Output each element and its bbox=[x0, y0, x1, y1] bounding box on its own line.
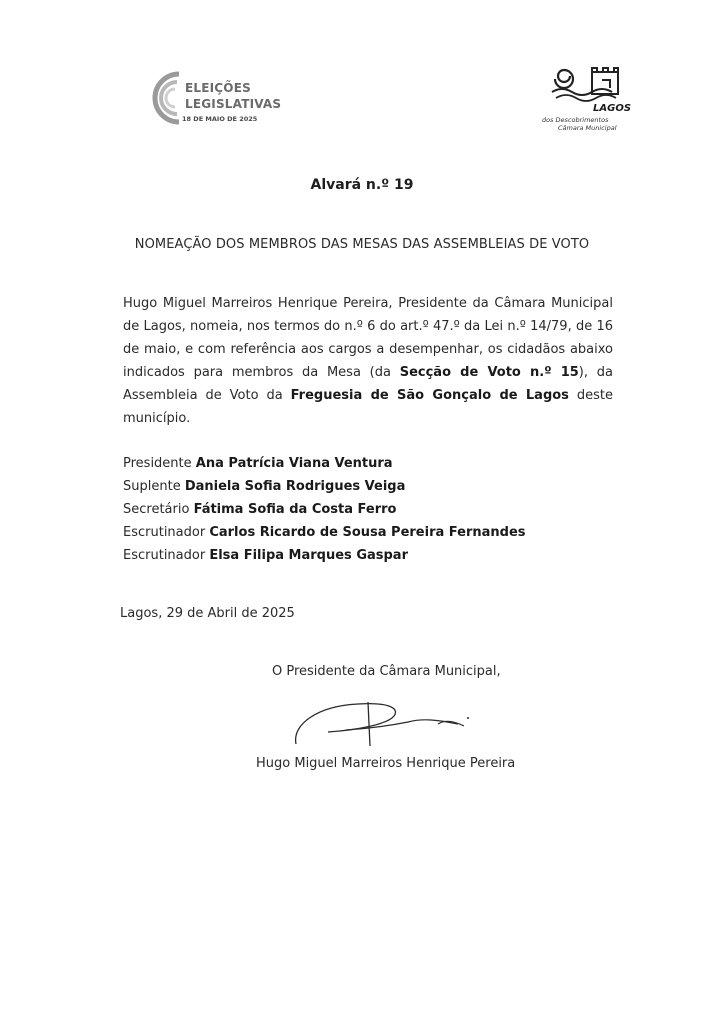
handwritten-signature bbox=[288, 694, 488, 754]
paragraph-text-3: deste município. bbox=[123, 388, 613, 426]
document-subject: NOMEAÇÃO DOS MEMBROS DAS MESAS DAS ASSEMBLEIAS DE VOTO bbox=[134, 237, 590, 252]
paragraph-text-1: Hugo Miguel Marreiros Henrique Pereira, Presidente da Câmara Municipal de Lagos, nomeia, nos termos do n.º 6 do art.º 47.º da Lei n.º 14/79, de 16 de maio, e com referência aos cargos a desempenhar, os cidadãos abaixo indicados para membros da Mesa (da bbox=[123, 296, 613, 380]
logo-line-legislative: LEGISLATIVAS bbox=[185, 97, 282, 111]
elections-logo bbox=[145, 68, 285, 130]
member-role: Escrutinador bbox=[123, 548, 206, 563]
member-row bbox=[123, 475, 526, 498]
document-title: Alvará n.º 19 bbox=[310, 177, 414, 193]
logo-line-elections: ELEIÇÕES bbox=[185, 81, 251, 95]
lagos-logo-word: LAGOS bbox=[593, 103, 632, 114]
lagos-municipal-crest-icon bbox=[548, 66, 628, 106]
member-role: Secretário bbox=[123, 502, 190, 517]
lagos-logo-tagline: dos Descobrimentos bbox=[542, 116, 609, 124]
parish-name: Freguesia de São Gonçalo de Lagos bbox=[290, 388, 569, 403]
signature-heading: O Presidente da Câmara Municipal, bbox=[272, 664, 501, 679]
member-name: Carlos Ricardo de Sousa Pereira Fernandes bbox=[209, 525, 526, 540]
signer-name: Hugo Miguel Marreiros Henrique Pereira bbox=[256, 756, 516, 771]
member-row bbox=[123, 498, 526, 521]
polling-section-number: Secção de Voto n.º 15 bbox=[399, 365, 579, 380]
place-and-date: Lagos, 29 de Abril de 2025 bbox=[120, 606, 295, 621]
member-name: Fátima Sofia da Costa Ferro bbox=[193, 502, 397, 517]
paragraph-text-2: ), da Assembleia de Voto da bbox=[123, 365, 613, 403]
appointment-paragraph bbox=[123, 292, 613, 430]
members-list bbox=[123, 452, 526, 567]
member-role: Escrutinador bbox=[123, 525, 206, 540]
member-name: Daniela Sofia Rodrigues Veiga bbox=[184, 479, 406, 494]
lagos-logo-municipality: Câmara Municipal bbox=[558, 124, 617, 132]
lagos-logo bbox=[540, 66, 630, 152]
member-name: Elsa Filipa Marques Gaspar bbox=[209, 548, 408, 563]
member-row bbox=[123, 452, 526, 475]
member-row bbox=[123, 544, 526, 567]
member-row bbox=[123, 521, 526, 544]
member-role: Presidente bbox=[123, 456, 192, 471]
elections-arc-logo-icon bbox=[145, 68, 185, 128]
member-role: Suplente bbox=[123, 479, 181, 494]
logo-line-date: 18 DE MAIO DE 2025 bbox=[182, 115, 258, 123]
member-name: Ana Patrícia Viana Ventura bbox=[195, 456, 393, 471]
